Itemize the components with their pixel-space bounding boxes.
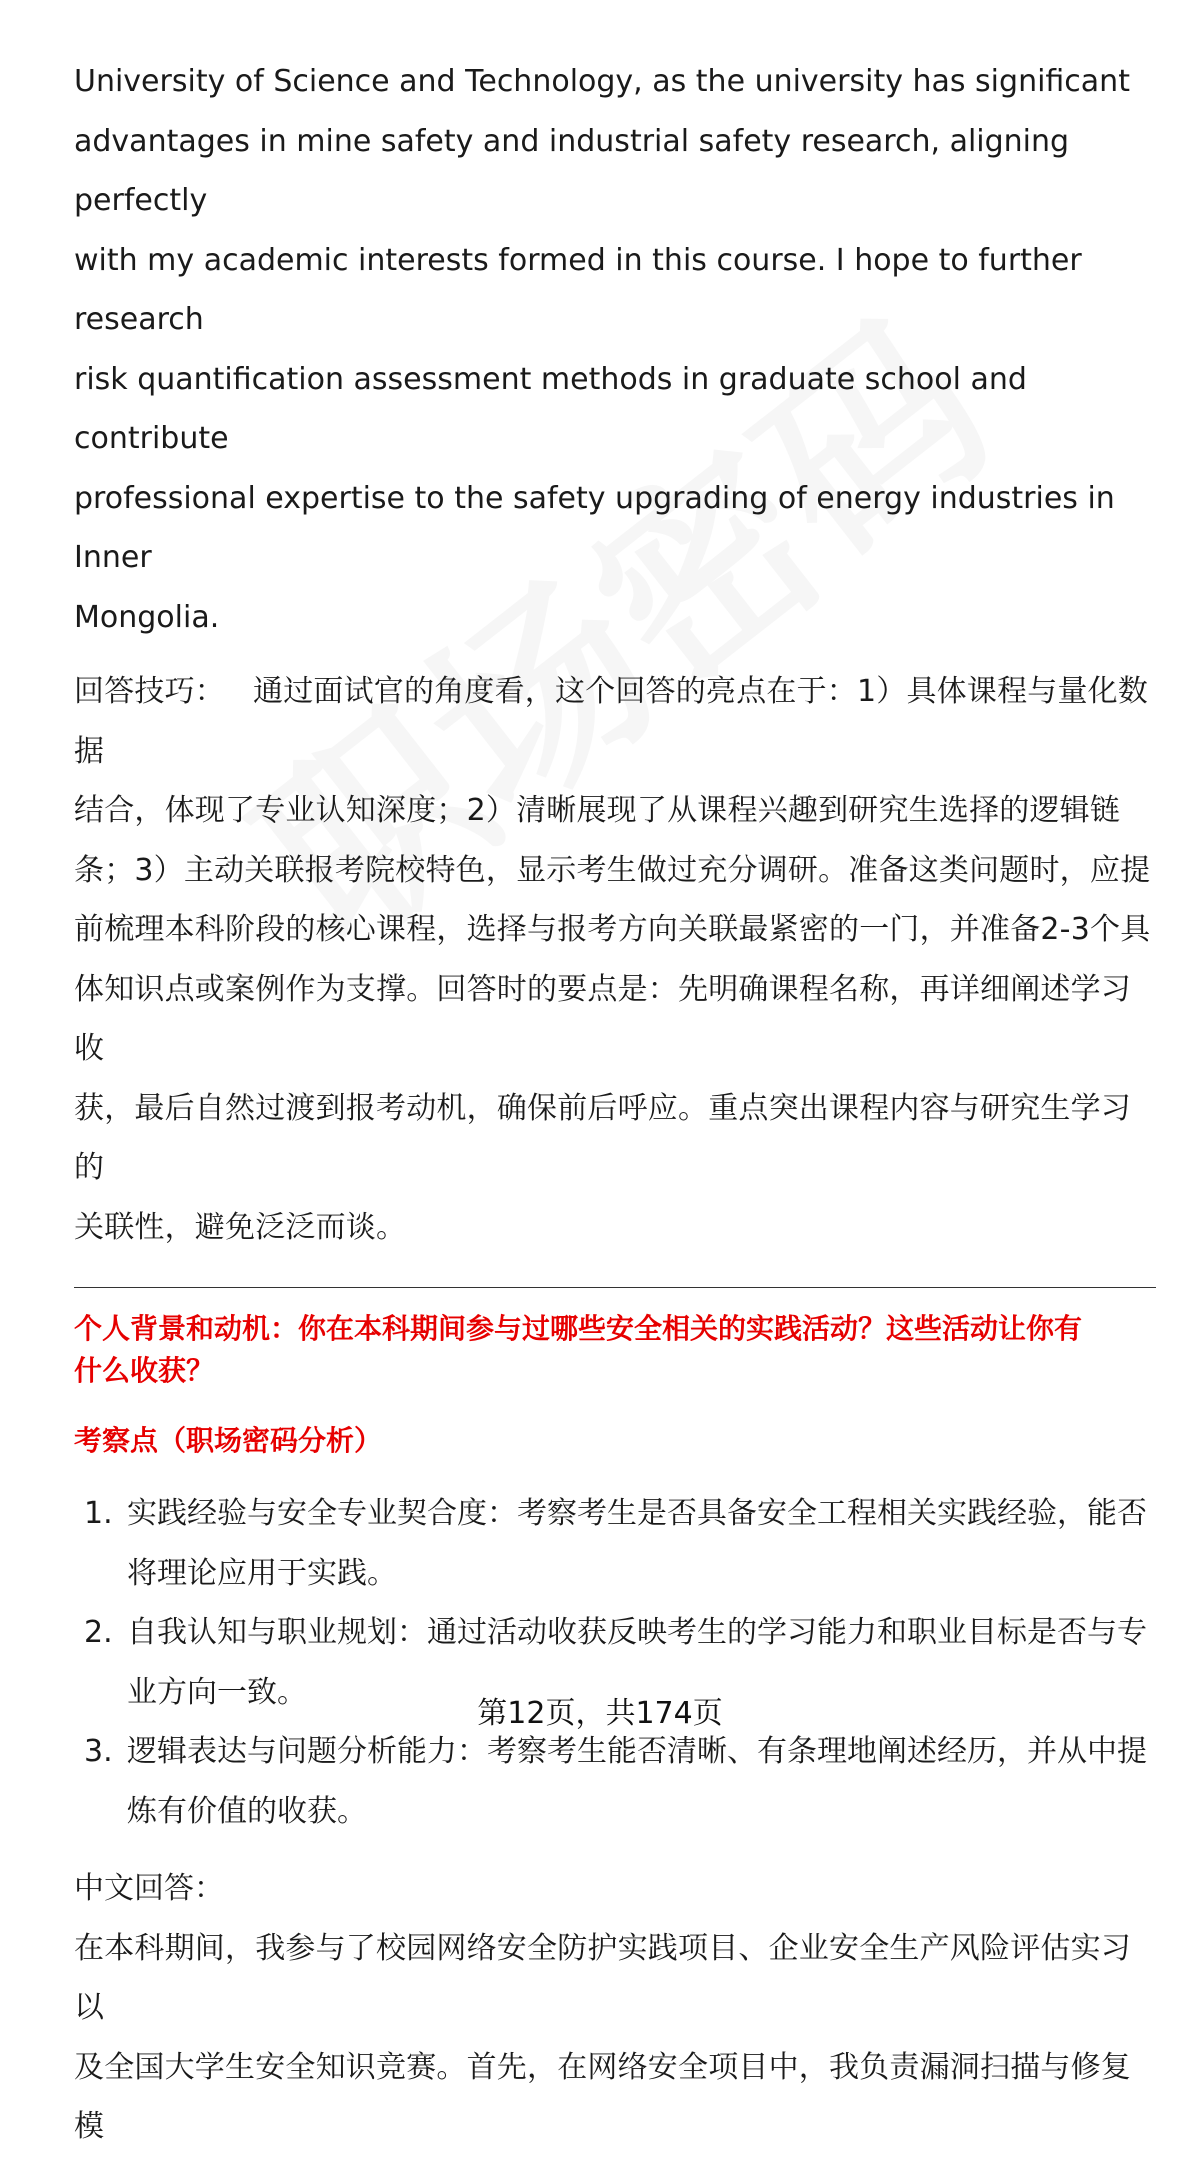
- list-number: 1.: [84, 1496, 113, 1531]
- answer-line: 在本科期间，我参与了校园网络安全防护实践项目、企业安全生产风险评估实习以: [74, 1930, 1131, 2025]
- list-number: 3.: [84, 1734, 113, 1769]
- list-item-line: 实践经验与安全专业契合度：考察考生是否具备安全工程相关实践经验，能否: [127, 1496, 1147, 1531]
- question-line: 个人背景和动机：你在本科期间参与过哪些安全相关的实践活动？这些活动让你有: [74, 1312, 1083, 1345]
- tips-line: 条；3）主动关联报考院校特色，显示考生做过充分调研。准备这类问题时，应提: [74, 852, 1151, 888]
- tips-line: [74, 662, 1154, 781]
- intro-paragraph: [74, 52, 1154, 647]
- intro-line: advantages in mine safety and industrial safety research, aligning perfectly: [74, 123, 1070, 218]
- list-number: 2.: [84, 1615, 113, 1650]
- tips-line: 前梳理本科阶段的核心课程，选择与报考方向关联最紧密的一门，并准备2-3个具: [74, 912, 1151, 947]
- intro-line: with my academic interests formed in this course. I hope to further research: [74, 242, 1082, 337]
- tips-line: 获，最后自然过渡到报考动机，确保前后呼应。重点突出课程内容与研究生学习的: [74, 1090, 1131, 1185]
- assessment-points-list: [74, 1484, 1154, 1841]
- list-item-line: 逻辑表达与问题分析能力：考察考生能否清晰、有条理地阐述经历，并从中提: [127, 1734, 1147, 1769]
- list-item: [74, 1722, 1154, 1841]
- intro-line: University of Science and Technology, as the university has significant: [74, 64, 1130, 99]
- document-page: [74, 52, 1154, 2157]
- list-item-line: 自我认知与职业规划：通过活动收获反映考生的学习能力和职业目标是否与专: [127, 1615, 1147, 1650]
- tips-line: 结合，体现了专业认知深度；2）清晰展现了从课程兴趣到研究生选择的逻辑链: [74, 793, 1121, 828]
- list-item: [74, 1484, 1154, 1603]
- tips-line: 体知识点或案例作为支撑。回答时的要点是：先明确课程名称，再详细阐述学习收: [74, 971, 1131, 1066]
- answer-line: 及全国大学生安全知识竞赛。首先，在网络安全项目中，我负责漏洞扫描与修复模: [74, 2049, 1131, 2144]
- page-number-footer: 第12页，共174页: [477, 1696, 723, 1731]
- intro-line: Mongolia.: [74, 599, 220, 635]
- tips-line: 关联性，避免泛泛而谈。: [74, 1209, 407, 1245]
- intro-line: risk quantification assessment methods in graduate school and contribute: [74, 361, 1027, 456]
- assessment-points-heading: 考察点（职场密码分析）: [74, 1424, 383, 1457]
- list-item-line: 业方向一致。: [127, 1674, 307, 1710]
- answer-tips: [74, 662, 1154, 1257]
- answer-label: 中文回答：: [74, 1871, 224, 1906]
- intro-line: professional expertise to the safety upgrading of energy industries in Inner: [74, 480, 1115, 575]
- list-item-line: 炼有价值的收获。: [127, 1793, 367, 1829]
- question-heading: [74, 1308, 1154, 1392]
- tips-text: 通过面试官的角度看，这个回答的亮点在于：1）具体课程与量化数据: [74, 674, 1149, 769]
- question-line: 什么收获？: [74, 1354, 215, 1387]
- list-item-line: 将理论应用于实践。: [127, 1555, 397, 1591]
- section-divider: [74, 1287, 1156, 1288]
- tips-label: 回答技巧：: [74, 674, 225, 709]
